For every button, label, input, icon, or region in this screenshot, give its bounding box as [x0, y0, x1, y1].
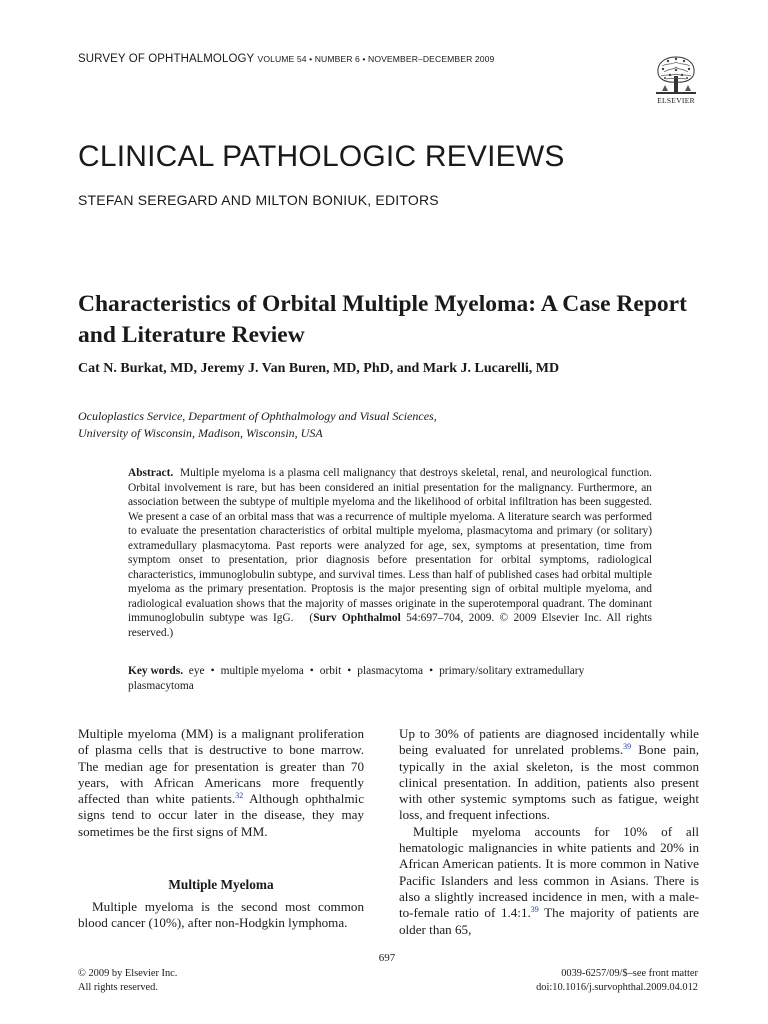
reference-link[interactable]: 39	[623, 742, 632, 752]
body-text: Multiple myeloma accounts for 10% of all hematologic malignancies in white patients and 20% in African American patients. It is more common in Native Pacific Islanders and less common in Asians. There is also a slightly increased incidence in men, with a male-to-female ratio of 1.4:1.	[399, 823, 699, 921]
body-paragraph	[78, 726, 364, 840]
section-editors: STEFAN SEREGARD AND MILTON BONIUK, EDITORS	[78, 192, 439, 208]
keyword: orbit	[319, 665, 342, 677]
keywords-label: Key words.	[128, 665, 184, 677]
section-title: CLINICAL PATHOLOGIC REVIEWS	[78, 140, 565, 173]
author-affiliation	[78, 408, 678, 442]
rights-line: All rights reserved.	[78, 982, 158, 993]
section-heading: Multiple Myeloma	[168, 877, 274, 892]
body-text: Multiple myeloma (MM) is a malignant proliferation of plasma cells that is destructive to bone marrow. The median age for presentation is greater than 70 years, with African Americans more frequently affected than white patients.	[78, 726, 364, 807]
keyword-separator: •	[429, 665, 434, 677]
issn-line: 0039-6257/09/$–see front matter	[561, 968, 698, 979]
journal-issue: VOLUME 54 • NUMBER 6 • NOVEMBER–DECEMBER 2009	[257, 54, 495, 64]
keyword: multiple myeloma	[220, 665, 304, 677]
body-text: The majority of patients are older than 65,	[399, 905, 699, 937]
body-text: Although ophthalmic signs tend to occur later in the disease, they may sometimes be the first signs of MM.	[78, 791, 365, 839]
article-title: Characteristics of Orbital Multiple Myeloma: A Case Report and Literature Review	[78, 291, 687, 348]
keyword: eye	[188, 665, 205, 677]
copyright-line: © 2009 by Elsevier Inc.	[78, 968, 178, 979]
citation-open: (	[309, 612, 314, 624]
keyword: plasmacytoma	[357, 665, 424, 677]
body-column-left-continued	[78, 899, 364, 932]
publisher-logo-text: ELSEVIER	[657, 96, 695, 105]
footer-copyright	[78, 967, 177, 995]
body-paragraph	[399, 726, 699, 824]
body-text: Up to 30% of patients are diagnosed incidentally while being evaluated for unrelated problems.	[399, 726, 699, 758]
abstract-text: Multiple myeloma is a plasma cell malignancy that destroys skeletal, renal, and neurological function. Orbital involvement is rare, but has been considered an initial presentation for the malignancy. Furthermore, an association between the subtype of multiple myeloma and the likelihood of orbital infiltration has been suggested. We present a case of an orbital mass that was a recurrence of multiple myeloma. A literature search was performed to evaluate the presentation characteristics of orbital multiple myeloma, plasmacytoma and primary (or solitary) extramedullary plasmacytoma. Past reports were analyzed for age, sex, symptoms at presentation, time from symptom onset to presentation, prior diagnosis before presentation for orbital symptoms, radiological characteristics, immunoglobulin subtype, and survival times. Less than half of published cases had orbital multiple myeloma as the primary presentation. Proptosis is the major presenting sign of orbital multiple myeloma, and radiological evaluation shows that the majority of masses originate in the superotemporal quadrant. The dominant immunoglobulin subtype was IgG.	[128, 467, 652, 624]
page-number: 697	[378, 952, 396, 964]
body-text: Bone pain, typically in the axial skeleton, is the most common clinical presentation. In addition, patients also present with other systemic symptoms such as fatigue, weight loss, and frequent infections.	[399, 742, 699, 823]
abstract	[128, 466, 652, 640]
footer-identifiers	[470, 967, 698, 995]
reference-link[interactable]: 32	[235, 791, 244, 801]
keyword-separator: •	[309, 665, 314, 677]
body-column-right	[399, 726, 699, 938]
body-column-left	[78, 726, 364, 840]
keyword: primary/solitary extramedullary plasmacytoma	[128, 665, 585, 692]
citation-journal: Surv Ophthalmol	[313, 612, 401, 624]
journal-name: SURVEY OF OPHTHALMOLOGY	[78, 53, 255, 65]
doi-link[interactable]: doi:10.1016/j.survophthal.2009.04.012	[536, 982, 698, 993]
affiliation-line: Oculoplastics Service, Department of Ophthalmology and Visual Sciences,	[78, 409, 437, 423]
reference-link[interactable]: 39	[530, 905, 539, 915]
affiliation-line: University of Wisconsin, Madison, Wisconsin, USA	[78, 426, 323, 440]
abstract-label: Abstract.	[128, 467, 174, 479]
body-paragraph: Multiple myeloma is the second most common blood cancer (10%), after non-Hodgkin lymphoma.	[78, 899, 364, 931]
journal-header	[78, 53, 494, 65]
keyword-separator: •	[210, 665, 215, 677]
body-paragraph	[399, 824, 699, 938]
citation-details: 54:697–704, 2009. © 2009 Elsevier Inc. All rights reserved.)	[128, 612, 652, 639]
article-authors: Cat N. Burkat, MD, Jeremy J. Van Buren, MD, PhD, and Mark J. Lucarelli, MD	[78, 361, 560, 376]
keyword-separator: •	[347, 665, 352, 677]
keywords	[128, 664, 652, 693]
